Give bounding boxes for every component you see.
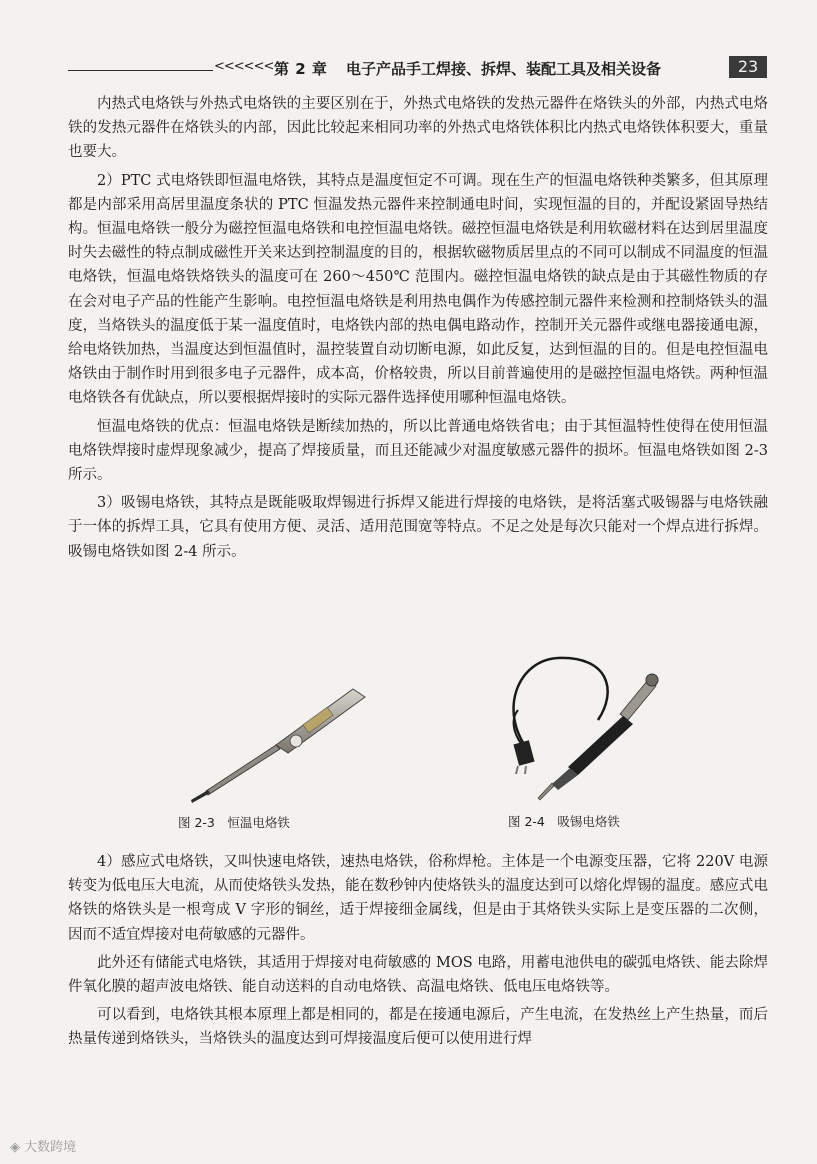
- figure-2-3: [178, 675, 378, 830]
- body-text-upper: [68, 92, 768, 568]
- page-number: 23: [729, 56, 767, 78]
- paragraph-6: 此外还有储能式电烙铁，其适用于焊接对电荷敏感的 MOS 电路，用蓄电池供电的碳弧电烙铁、能去除焊件氧化膜的超声波电烙铁、能自动送料的自动电烙铁、高温电烙铁、低电压电烙铁等。: [68, 954, 768, 996]
- paragraph-2: 2）PTC 式电烙铁即恒温电烙铁，其特点是温度恒定不可调。现在生产的恒温电烙铁种类繁多，但其原理都是内部采用高居里温度条状的 PTC 恒温发热元器件来控制通电时间，实现恒温的目的，并配设紧固导热结构。恒温电烙铁一般分为磁控恒温电烙铁和电控恒温电烙铁。磁控恒温电烙铁是利用软磁材料在达到居里温度时失去磁性的特点制成磁性开关来达到控制温度的目的，根据软磁物质居里点的不同可以制成不同温度的恒温电烙铁，恒温电烙铁烙铁头的温度可在 260～450℃ 范围内。磁控恒温电烙铁的缺点是由于其磁性物质的存在会对电子产品的性能产生影响。电控恒温电烙铁是利用热电偶作为传感控制元器件来检测和控制烙铁头的温度，当烙铁头的温度低于某一温度值时，电烙铁内部的热电偶电路动作，控制开关元器件或继电器接通电源，给电烙铁加热，当温度达到恒温值时，温控装置自动切断电源，如此反复，达到恒温的目的。但是电控恒温电烙铁由于制作时用到很多电子元器件，成本高，价格较贵，所以目前普遍使用的是磁控恒温电烙铁。两种恒温电烙铁各有优缺点，所以要根据焊接时的实际元器件选择使用哪种恒温电烙铁。: [68, 172, 768, 407]
- paragraph-3: 恒温电烙铁的优点：恒温电烙铁是断续加热的，所以比普通电烙铁省电；由于其恒温特性使得在使用恒温电烙铁焊接时虚焊现象减少，提高了焊接质量，而且还能减少对温度敏感元器件的损坏。恒温电烙铁如图 2-3 所示。: [68, 418, 768, 484]
- watermark-logo-icon: ◈: [10, 1140, 20, 1155]
- chapter-title: 电子产品手工焊接、拆焊、装配工具及相关设备: [346, 60, 662, 78]
- watermark: [10, 1136, 76, 1155]
- desoldering-iron-image: [498, 650, 668, 810]
- paragraph-7: 可以看到，电烙铁其根本原理上都是相同的，都是在接通电源后，产生电流，在发热丝上产生热量，而后热量传递到烙铁头，当烙铁头的温度达到可焊接温度后便可以使用进行焊: [68, 1007, 768, 1048]
- body-text-lower: [68, 850, 768, 1056]
- figures-row: [68, 650, 768, 830]
- chapter-number: 第 2 章: [274, 60, 328, 78]
- paragraph-4: 3）吸锡电烙铁，其特点是既能吸取焊锡进行拆焊又能进行焊接的电烙铁，是将活塞式吸锡器与电烙铁融于一体的拆焊工具，它具有使用方便、灵活、适用范围宽等特点。不足之处是每次只能对一个焊点进行拆焊。吸锡电烙铁如图 2-4 所示。: [68, 495, 768, 560]
- paragraph-5: 4）感应式电烙铁，又叫快速电烙铁，速热电烙铁，俗称焊枪。主体是一个电源变压器，它将 220V 电源转变为低电压大电流，从而使烙铁头发热，能在数秒钟内使烙铁头的温度达到可以熔化焊锡的温度。感应式电烙铁的烙铁头是一根弯成 V 字形的铜丝，适于焊接细金属线，但是由于其烙铁头实际上是变压器的二次侧，因而不适宜焊接对电荷敏感的元器件。: [68, 854, 768, 943]
- watermark-text: 大数跨境: [24, 1140, 77, 1155]
- header-rule: [68, 70, 213, 71]
- page-header: [68, 56, 768, 82]
- constant-temp-iron-image: [178, 675, 378, 805]
- paragraph-1: 内热式电烙铁与外热式电烙铁的主要区别在于，外热式电烙铁的发热元器件在烙铁头的外部，内热式电烙铁的发热元器件在烙铁头的内部，因此比较起来相同功率的外热式电烙铁体积比内热式电烙铁体积要大，重量也要大。: [68, 96, 768, 161]
- figure-2-3-caption: 图 2-3 恒温电烙铁: [178, 815, 290, 830]
- figure-2-4: [498, 650, 668, 829]
- figure-2-4-caption: 图 2-4 吸锡电烙铁: [508, 814, 620, 829]
- header-arrows: <<<<<<: [214, 59, 274, 74]
